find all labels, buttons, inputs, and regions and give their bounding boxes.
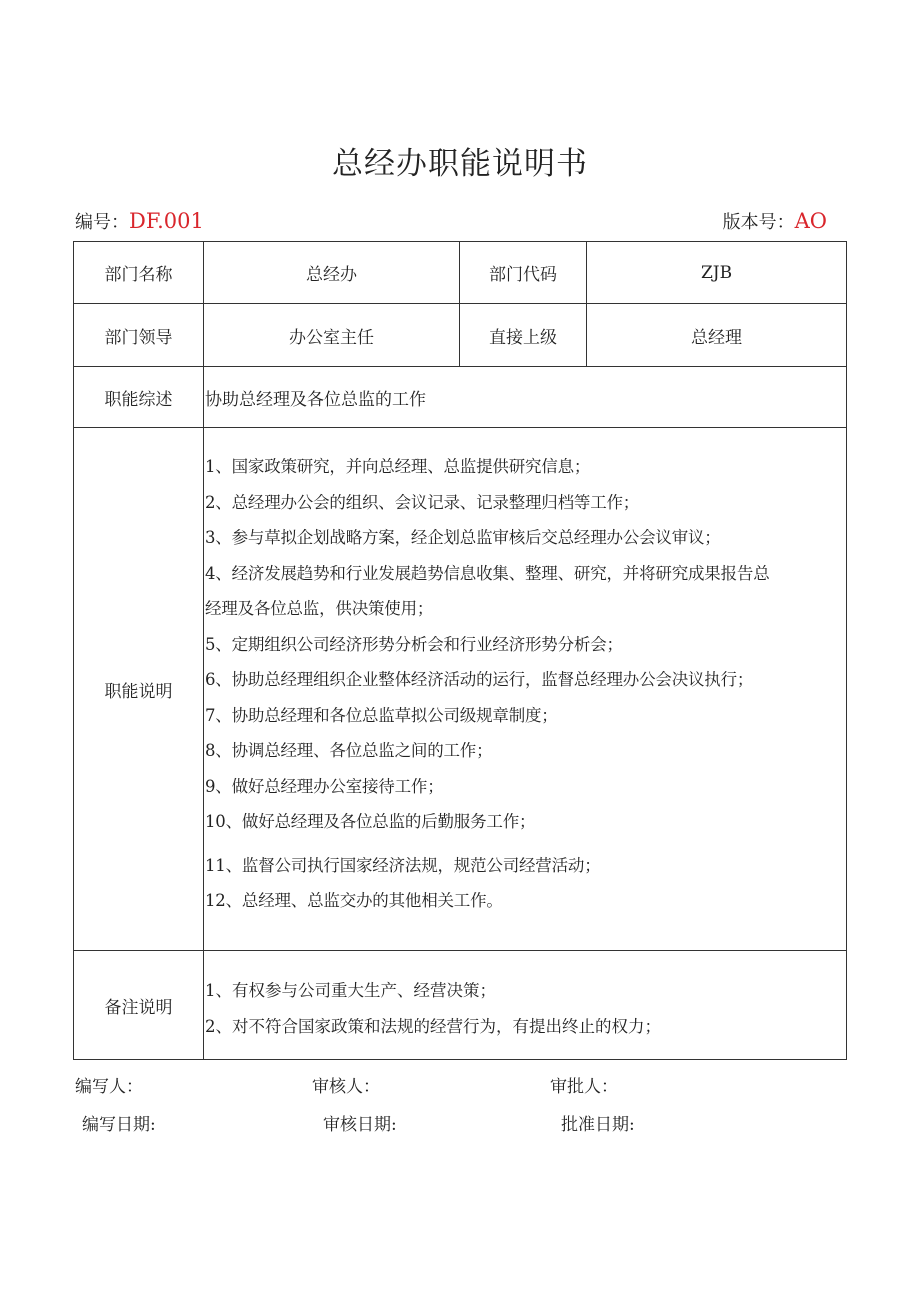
duty-item: 5、定期组织公司经济形势分析会和行业经济形势分析会；: [205, 634, 623, 654]
writer-label: 编写人：: [75, 1077, 143, 1097]
duty-item: 8、协调总经理、各位总监之间的工作；: [205, 741, 493, 760]
duty-item: 12、总经理、总监交办的其他相关工作。: [205, 891, 503, 910]
function-table: [73, 241, 847, 1060]
write-date-label: 编写日期:: [82, 1115, 156, 1135]
table-row: [74, 304, 847, 367]
duty-item: 6、协助总经理组织企业整体经济活动的运行，监督总经理办公会决议执行；: [205, 670, 754, 689]
dept-leader-label: 部门领导: [74, 304, 204, 367]
duty-item: 9、做好总经理办公室接待工作；: [205, 776, 444, 796]
approver-label: 审批人：: [550, 1077, 618, 1097]
summary-value: 协助总经理及各位总监的工作: [204, 367, 847, 428]
superior-label: 直接上级: [460, 304, 587, 367]
duty-item: 经理及各位总监，供决策使用；: [205, 599, 434, 618]
version-number-label: 版本号：: [722, 212, 795, 233]
table-row: [74, 242, 847, 304]
dept-name-value: 总经办: [204, 242, 460, 304]
remark-item: 2、对不符合国家政策和法规的经营行为，有提出终止的权力；: [205, 1017, 661, 1036]
document-number: [75, 208, 204, 234]
page-title: 总经办职能说明书: [332, 146, 588, 182]
table-row: [74, 951, 847, 1060]
duty-item: 4、经济发展趋势和行业发展趋势信息收集、整理、研究，并将研究成果报告总: [205, 563, 770, 583]
dept-code-label: 部门代码: [460, 242, 587, 304]
reviewer-label: 审核人：: [312, 1077, 380, 1097]
document-number-label: 编号：: [75, 212, 129, 233]
dept-code-value: ZJB: [587, 242, 847, 304]
review-date-label: 审核日期:: [323, 1115, 397, 1135]
dept-leader-value: 办公室主任: [204, 304, 460, 367]
table-row: [74, 428, 847, 951]
dept-name-label: 部门名称: [74, 242, 204, 304]
approve-date-label: 批准日期:: [561, 1115, 635, 1135]
table-row: [74, 367, 847, 428]
remarks-list: [204, 951, 847, 1060]
remark-item: 1、有权参与公司重大生产、经营决策；: [205, 981, 496, 1000]
duty-item: 2、总经理办公会的组织、会议记录、记录整理归档等工作；: [205, 492, 640, 512]
remarks-label: 备注说明: [74, 951, 204, 1060]
version-number: [723, 208, 827, 234]
duty-item: 11、监督公司执行国家经济法规，规范公司经营活动；: [205, 855, 601, 875]
duties-list: [204, 428, 847, 951]
document-number-value: DF.001: [129, 209, 204, 233]
duties-label: 职能说明: [74, 428, 204, 951]
duty-item: 10、做好总经理及各位总监的后勤服务工作；: [205, 812, 536, 831]
version-number-value: AO: [794, 209, 827, 233]
superior-value: 总经理: [587, 304, 847, 367]
duty-item: 3、参与草拟企划战略方案，经企划总监审核后交总经理办公会议审议；: [205, 528, 721, 547]
summary-label: 职能综述: [74, 367, 204, 428]
duty-item: 1、国家政策研究，并向总经理、总监提供研究信息；: [205, 457, 591, 476]
duty-item: 7、协助总经理和各位总监草拟公司级规章制度；: [205, 705, 558, 725]
